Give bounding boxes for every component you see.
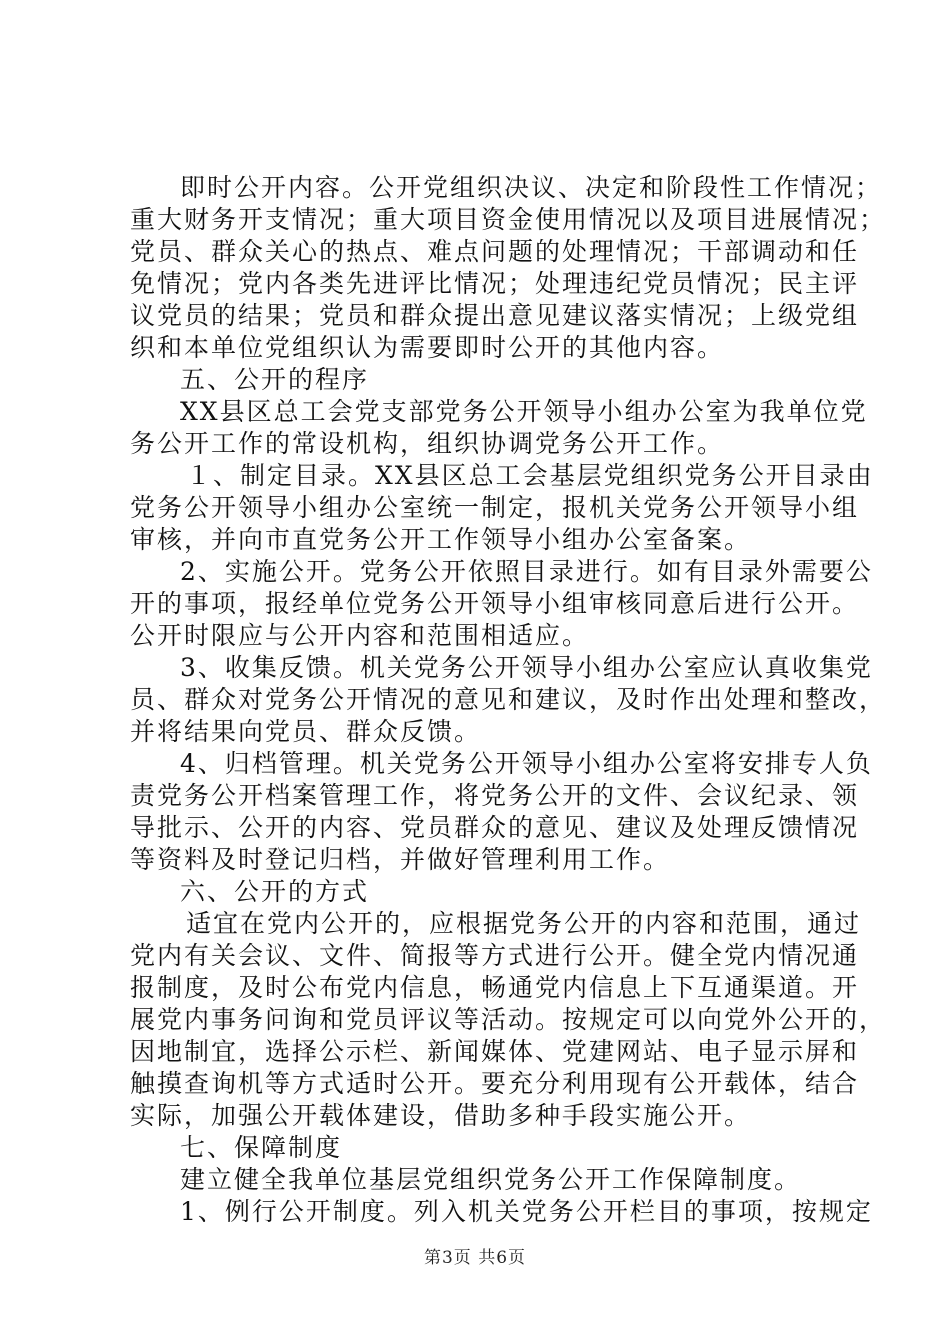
text-line: 织和本单位党组织认为需要即时公开的其他内容。: [130, 333, 725, 362]
text-line: 触摸查询机等方式适时公开。要充分利用现有公开载体，结合: [130, 1069, 860, 1098]
page-footer: 第3页 共6页: [423, 1248, 527, 1268]
text-line: 员、群众对党务公开情况的意见和建议，及时作出处理和整改，: [130, 685, 887, 714]
text-line: 开的事项，报经单位党务公开领导小组审核同意后进行公开。: [130, 589, 860, 618]
text-line: 免情况；党内各类先进评比情况；处理违纪党员情况；民主评: [130, 269, 860, 298]
text-line: 议党员的结果；党员和群众提出意见建议落实情况；上级党组: [130, 301, 860, 330]
document-body: [130, 172, 887, 1228]
text-line: 七、保障制度: [180, 1133, 343, 1162]
text-line: 展党内事务问询和党员评议等活动。按规定可以向党外公开的，: [130, 1005, 887, 1034]
text-line: 报制度，及时公布党内信息，畅通党内信息上下互通渠道。开: [130, 973, 860, 1002]
text-line: 并将结果向党员、群众反馈。: [130, 717, 482, 746]
text-line: 2、实施公开。党务公开依照目录进行。如有目录外需要公: [180, 557, 873, 586]
text-line: 五、公开的程序: [180, 365, 370, 394]
text-line: 导批示、公开的内容、党员群众的意见、建议及处理反馈情况: [130, 813, 860, 842]
text-line: 适宜在党内公开的，应根据党务公开的内容和范围，通过: [186, 909, 862, 938]
text-line: 党员、群众关心的热点、难点问题的处理情况；干部调动和任: [130, 237, 860, 266]
text-line: 实际，加强公开载体建设，借助多种手段实施公开。: [130, 1101, 752, 1130]
text-line: 审核，并向市直党务公开工作领导小组办公室备案。: [130, 525, 752, 554]
text-line: 等资料及时登记归档，并做好管理利用工作。: [130, 845, 671, 874]
text-line: 因地制宜，选择公示栏、新闻媒体、党建网站、电子显示屏和: [130, 1037, 860, 1066]
text-line: 4、归档管理。机关党务公开领导小组办公室将安排专人负: [180, 749, 873, 778]
text-line: 3、收集反馈。机关党务公开领导小组办公室应认真收集党: [180, 653, 873, 682]
text-line: 重大财务开支情况；重大项目资金使用情况以及项目进展情况；: [130, 205, 887, 234]
text-line: XX县区总工会党支部党务公开领导小组办公室为我单位党: [180, 397, 868, 426]
text-line: 务公开工作的常设机构，组织协调党务公开工作。: [130, 429, 725, 458]
text-line: 即时公开内容。公开党组织决议、决定和阶段性工作情况；: [180, 173, 883, 202]
text-line: １、制定目录。XX县区总工会基层党组织党务公开目录由: [186, 461, 874, 490]
text-line: 责党务公开档案管理工作，将党务公开的文件、会议纪录、领: [130, 781, 860, 810]
text-line: 六、公开的方式: [180, 877, 370, 906]
text-line: 公开时限应与公开内容和范围相适应。: [130, 621, 590, 650]
text-line: 1、例行公开制度。列入机关党务公开栏目的事项，按规定: [180, 1197, 873, 1226]
text-line: 党内有关会议、文件、简报等方式进行公开。健全党内情况通: [130, 941, 860, 970]
text-line: 建立健全我单位基层党组织党务公开工作保障制度。: [180, 1165, 802, 1194]
text-line: 党务公开领导小组办公室统一制定，报机关党务公开领导小组: [130, 493, 860, 522]
